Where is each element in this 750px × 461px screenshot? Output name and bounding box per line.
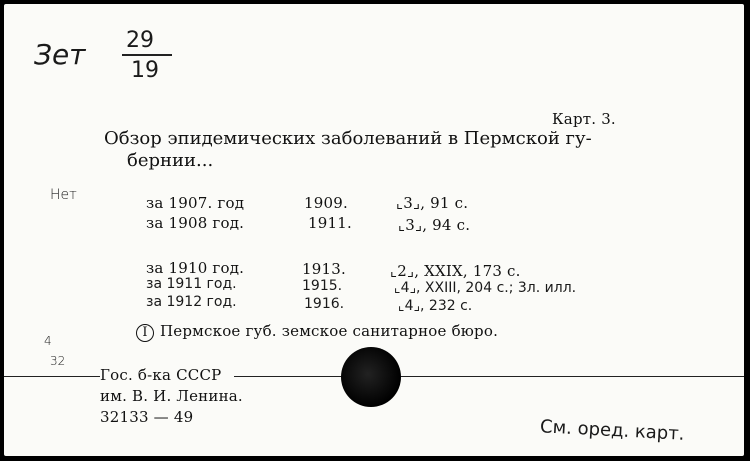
entry-year: 1911. — [308, 214, 352, 232]
entry-year: 1915. — [302, 278, 343, 294]
entry-period: за 1910 год. — [146, 259, 245, 277]
title-line-1: Обзор эпидемических заболеваний в Пермской гу- — [104, 128, 592, 149]
card-number: Карт. 3. — [552, 110, 616, 128]
author-number-circle: I — [136, 324, 154, 342]
entry-details: ⌞3⌟, 94 с. — [398, 216, 471, 234]
entry-year: 1916. — [304, 296, 345, 312]
shelfmark-fraction-line — [122, 54, 172, 56]
margin-mark: 32 — [50, 354, 66, 368]
cross-reference-note: См. оред. карт. — [539, 416, 685, 445]
shelfmark-denominator: 19 — [131, 58, 159, 83]
entry-period: за 1912 год. — [146, 294, 237, 310]
margin-mark: 4 — [44, 334, 52, 348]
entry-period: за 1907. год — [146, 194, 245, 212]
author-name: Пермское губ. земское санитарное бюро. — [160, 322, 499, 340]
margin-note: Нет — [50, 187, 77, 203]
library-line-3: 32133 — 49 — [100, 408, 194, 426]
entry-details: ⌞3⌟, 91 с. — [396, 194, 469, 212]
punch-hole — [341, 347, 401, 407]
catalog-card — [4, 4, 744, 456]
author-line — [136, 322, 498, 342]
library-rule-left — [4, 376, 100, 377]
shelfmark-prefix: Зет — [34, 38, 86, 71]
entry-year: 1913. — [302, 260, 346, 278]
library-line-2: им. В. И. Ленина. — [100, 387, 243, 405]
entry-details: ⌞4⌟, XXIII, 204 с.; 3л. илл. — [394, 280, 577, 296]
shelfmark-numerator: 29 — [126, 28, 154, 53]
entry-period: за 1911 год. — [146, 276, 237, 292]
entry-year: 1909. — [304, 194, 348, 212]
title-line-2: бернии... — [127, 150, 214, 171]
entry-period: за 1908 год. — [146, 214, 245, 232]
entry-details: ⌞2⌟, XXIX, 173 с. — [390, 262, 521, 280]
library-rule-right — [234, 376, 744, 377]
library-line-1: Гос. б-ка СССР — [100, 366, 222, 384]
entry-details: ⌞4⌟, 232 с. — [398, 298, 473, 314]
